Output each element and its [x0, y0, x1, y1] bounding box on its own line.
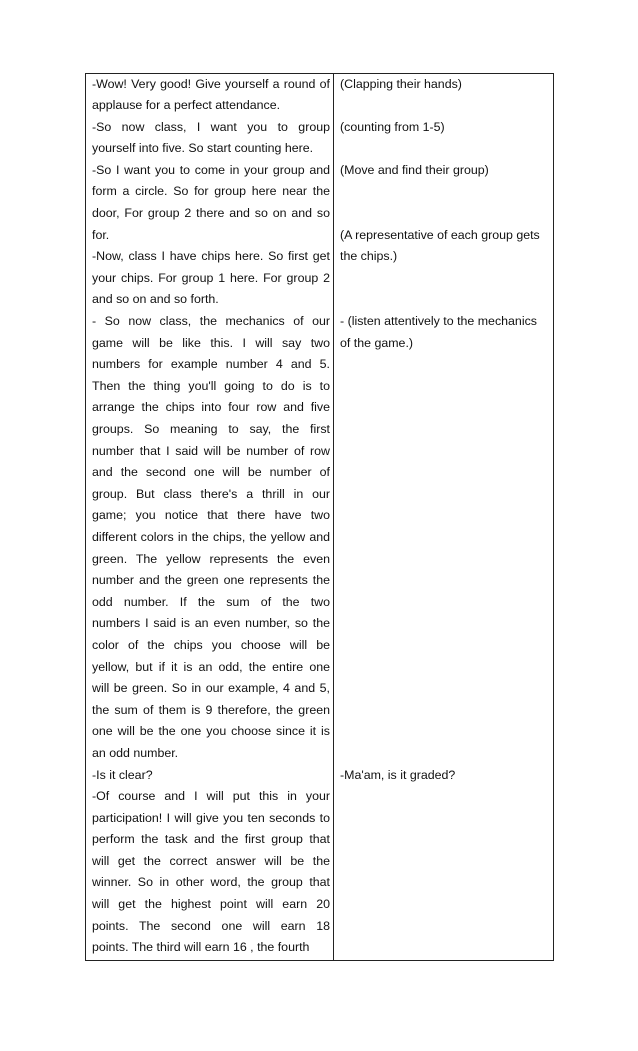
- teacher-text-line: your chips. For group 1 here. For group 2: [92, 270, 330, 285]
- teacher-text-line: points. The second one will earn 18: [92, 918, 330, 933]
- teacher-text-line: -Wow! Very good! Give yourself a round of: [92, 76, 330, 91]
- teacher-text-line: Then the thing you'll going to do is to: [92, 378, 330, 393]
- student-response-line: (Move and find their group): [340, 162, 489, 177]
- teacher-text-line: -So now class, I want you to group: [92, 119, 330, 134]
- lesson-plan-table: [85, 73, 554, 961]
- teacher-text-line: - So now class, the mechanics of our: [92, 314, 330, 329]
- teacher-text-line: form a circle. So for group here near the: [92, 184, 330, 199]
- teacher-text-line: perform the task and the first group that: [92, 832, 330, 847]
- teacher-text-line: green. The yellow represents the even: [92, 551, 330, 566]
- teacher-text-line: points. The third will earn 16 , the fourth: [92, 940, 310, 955]
- teacher-text-line: odd number. If the sum of the two: [92, 594, 330, 609]
- teacher-text-line: applause for a perfect attendance.: [92, 98, 281, 113]
- teacher-text-line: number that I said will be number of row: [92, 443, 330, 458]
- teacher-text-line: different colors in the chips, the yellow and: [92, 529, 330, 544]
- teacher-text-line: game will be like this. I will say two: [92, 335, 330, 350]
- teacher-text-line: color of the chips you choose will be: [92, 637, 330, 652]
- teacher-text-line: numbers I said is an even number, so the: [92, 616, 330, 631]
- teacher-text-line: will get the highest point will earn 20: [92, 897, 330, 912]
- teacher-text-line: and the second one will be number of: [92, 465, 330, 480]
- teacher-text-line: door, For group 2 there and so on and so: [92, 206, 330, 221]
- teacher-text-line: groups. So meaning to say, the first: [92, 422, 330, 436]
- teacher-text-line: the sum of them is 9 therefore, the green: [92, 702, 330, 717]
- teacher-text-line: will be green. So in our example, 4 and 5,: [92, 681, 330, 696]
- teacher-text-line: and so on and so forth.: [92, 292, 219, 307]
- teacher-text-line: participation! I will give you ten seconds to: [92, 810, 330, 825]
- teacher-text-line: an odd number.: [92, 745, 179, 760]
- teacher-text-line: arrange the chips into four row and five: [92, 400, 330, 415]
- teacher-text-line: winner. So in other word, the group that: [92, 875, 330, 890]
- student-response-line: - (listen attentively to the mechanics: [340, 314, 537, 329]
- teacher-text-line: -Now, class I have chips here. So first get: [92, 249, 330, 264]
- student-response-line: the chips.): [340, 249, 398, 264]
- column-divider: [333, 74, 334, 960]
- teacher-text-line: will get the correct answer will be the: [92, 853, 330, 868]
- teacher-text-line: group. But class there's a thrill in our: [92, 486, 330, 501]
- student-response-line: -Ma'am, is it graded?: [340, 767, 456, 782]
- teacher-text-line: -Is it clear?: [92, 767, 153, 782]
- student-response-line: of the game.): [340, 335, 414, 350]
- teacher-activity-column: [92, 74, 330, 959]
- student-response-line: (counting from 1-5): [340, 119, 445, 134]
- teacher-text-line: yourself into five. So start counting here.: [92, 141, 314, 156]
- teacher-text-line: number and the green one represents the: [92, 573, 330, 588]
- teacher-text-line: numbers for example number 4 and 5.: [92, 357, 330, 372]
- teacher-text-line: -Of course and I will put this in your: [92, 789, 330, 804]
- teacher-text-line: one will be the one you choose since it is: [92, 724, 330, 739]
- teacher-text-line: -So I want you to come in your group and: [92, 162, 330, 177]
- teacher-text-line: yellow, but if it is an odd, the entire one: [92, 659, 330, 674]
- student-response-line: (Clapping their hands): [340, 76, 462, 91]
- teacher-text-line: for.: [92, 227, 110, 242]
- student-response-line: (A representative of each group gets: [340, 227, 540, 242]
- teacher-text-line: game; you notice that there have two: [92, 508, 330, 523]
